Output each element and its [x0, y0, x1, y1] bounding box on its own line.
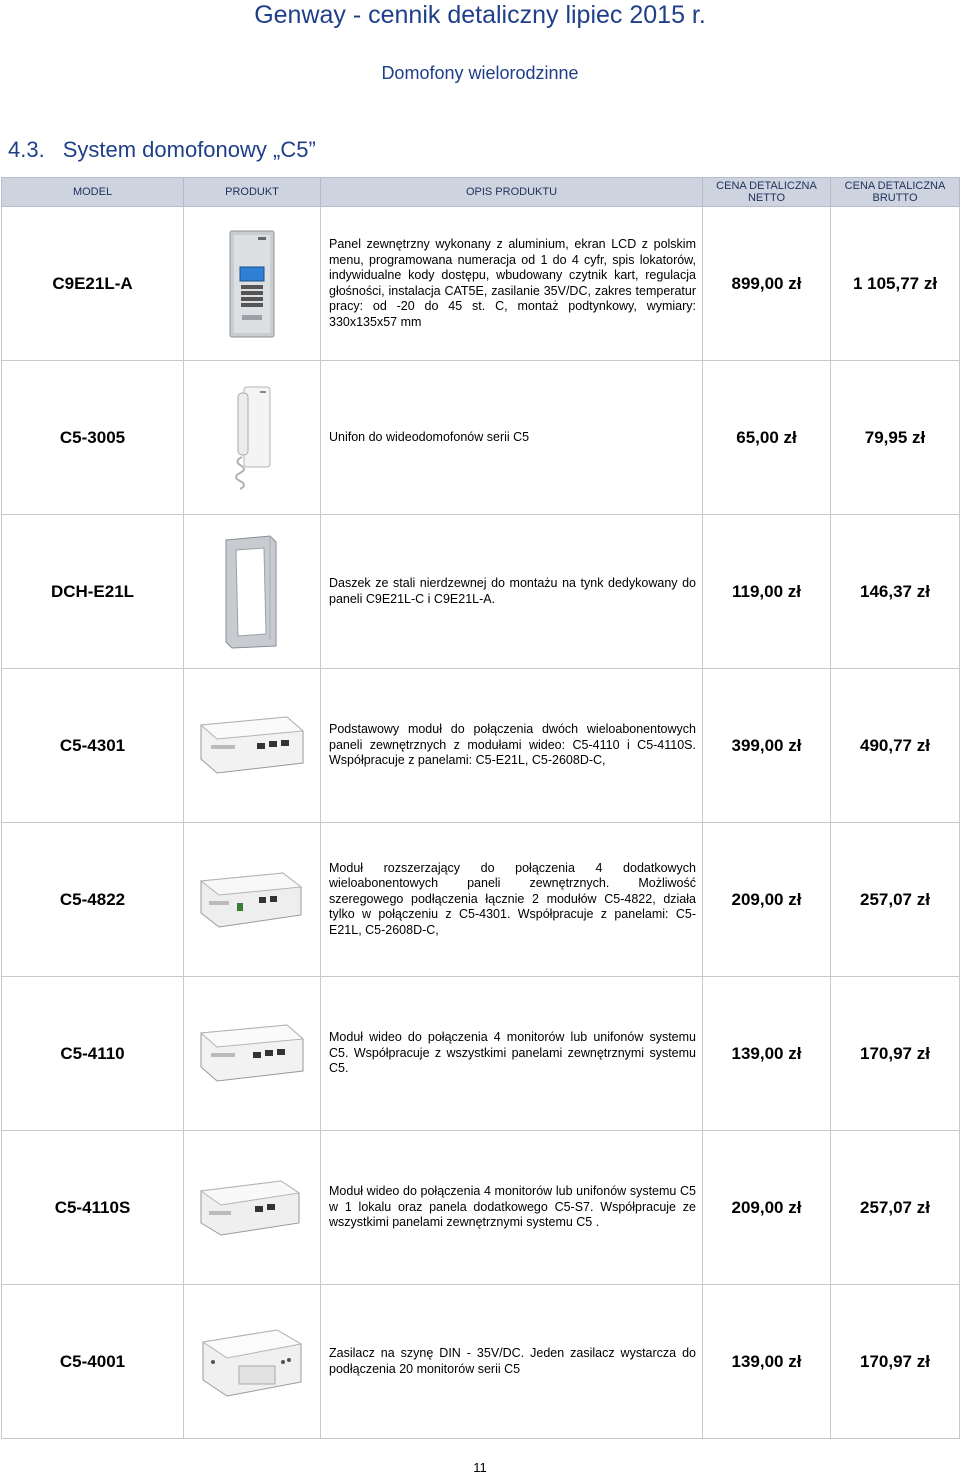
price-brutto: 79,95 zł: [831, 361, 960, 515]
price-netto: 899,00 zł: [703, 207, 831, 361]
column-header-brutto: CENA DETALICZNA BRUTTO: [831, 178, 960, 207]
product-image: [184, 207, 321, 361]
price-netto: 209,00 zł: [703, 823, 831, 977]
product-image: [184, 1285, 321, 1439]
product-model: C5-4110: [2, 977, 184, 1131]
table-header-row: [2, 178, 960, 207]
product-description: Zasilacz na szynę DIN - 35V/DC. Jeden zasilacz wystarcza do podłączenia 20 monitorów serii C5: [321, 1285, 703, 1439]
table-row: [2, 669, 960, 823]
outdoor-panel-icon: [222, 229, 282, 339]
section-title: [8, 137, 316, 163]
product-description: Moduł rozszerzający do połączenia 4 dodatkowych wieloabonentowych paneli zewnętrznych. Możliwość szeregowego podłączenia łącznie 2 modułów C5-4822, działa tylko w połączeniu z C5-4301. Współpracuje z panelami: C5-E21L, C5-2608D-C,: [321, 823, 703, 977]
price-netto: 139,00 zł: [703, 977, 831, 1131]
product-description: Unifon do wideodomofonów serii C5: [321, 361, 703, 515]
column-header-model: MODEL: [2, 178, 184, 207]
din-module-icon: [197, 865, 307, 935]
product-image: [184, 515, 321, 669]
product-model: C5-4301: [2, 669, 184, 823]
price-netto: 209,00 zł: [703, 1131, 831, 1285]
table-row: [2, 977, 960, 1131]
page-number: 11: [473, 1460, 487, 1475]
product-image: [184, 669, 321, 823]
price-brutto: 490,77 zł: [831, 669, 960, 823]
product-description: Moduł wideo do połączenia 4 monitorów lub unifonów systemu C5 w 1 lokalu oraz panela dodatkowego C5-S7. Współpracuje ze wszystkimi panelami zewnętrznymi systemu C5 .: [321, 1131, 703, 1285]
product-model: C5-4822: [2, 823, 184, 977]
product-image: [184, 1131, 321, 1285]
product-image: [184, 823, 321, 977]
section-number: 4.3.: [8, 137, 45, 162]
handset-icon: [222, 383, 282, 493]
column-header-description: OPIS PRODUKTU: [321, 178, 703, 207]
product-description: Podstawowy moduł do połączenia dwóch wieloabonentowych paneli zewnętrznych z modułami wideo: C5-4110 i C5-4110S. Współpracuje z panelami: C5-E21L, C5-2608D-C,: [321, 669, 703, 823]
document-subtitle: Domofony wielorodzinne: [381, 63, 579, 83]
product-model: C5-4110S: [2, 1131, 184, 1285]
frame-icon: [222, 534, 282, 649]
product-image: [184, 361, 321, 515]
price-netto: 119,00 zł: [703, 515, 831, 669]
din-module-icon: [197, 711, 307, 781]
product-model: C9E21L-A: [2, 207, 184, 361]
product-image: [184, 977, 321, 1131]
table-row: [2, 1131, 960, 1285]
table-row: [2, 1285, 960, 1439]
product-model: C5-4001: [2, 1285, 184, 1439]
table-row: [2, 823, 960, 977]
product-description: Daszek ze stali nierdzewnej do montażu na tynk dedykowany do paneli C9E21L-C i C9E21L-A.: [321, 515, 703, 669]
product-model: DCH-E21L: [2, 515, 184, 669]
document-title: Genway - cennik detaliczny lipiec 2015 r.: [254, 1, 706, 29]
din-module-icon: [197, 1019, 307, 1089]
price-netto: 139,00 zł: [703, 1285, 831, 1439]
column-header-netto: CENA DETALICZNA NETTO: [703, 178, 831, 207]
price-brutto: 257,07 zł: [831, 1131, 960, 1285]
price-brutto: 146,37 zł: [831, 515, 960, 669]
table-row: [2, 515, 960, 669]
price-table: [1, 177, 960, 1439]
column-header-product: PRODUKT: [184, 178, 321, 207]
price-brutto: 170,97 zł: [831, 977, 960, 1131]
price-netto: 399,00 zł: [703, 669, 831, 823]
price-brutto: 257,07 zł: [831, 823, 960, 977]
price-brutto: 170,97 zł: [831, 1285, 960, 1439]
table-row: [2, 207, 960, 361]
price-netto: 65,00 zł: [703, 361, 831, 515]
price-brutto: 1 105,77 zł: [831, 207, 960, 361]
product-model: C5-3005: [2, 361, 184, 515]
product-description: Moduł wideo do połączenia 4 monitorów lub unifonów systemu C5. Współpracuje z wszystkimi panelami zewnętrznymi systemu C5.: [321, 977, 703, 1131]
din-module-icon: [197, 1173, 307, 1243]
section-name: System domofonowy „C5”: [62, 137, 316, 162]
power-supply-icon: [197, 1322, 307, 1402]
table-row: [2, 361, 960, 515]
product-description: Panel zewnętrzny wykonany z aluminium, ekran LCD z polskim menu, programowana numeracja od 1 do 4 cyfr, spis lokatorów, indywidualne kody dostępu, wbudowany czytnik kart, regulacja głośności, instalacja CAT5E, zasilanie 35V/DC, zakres temperatur pracy: od -20 do 45 st. C, montaż podtynkowy, wymiary: 330x135x57 mm: [321, 207, 703, 361]
